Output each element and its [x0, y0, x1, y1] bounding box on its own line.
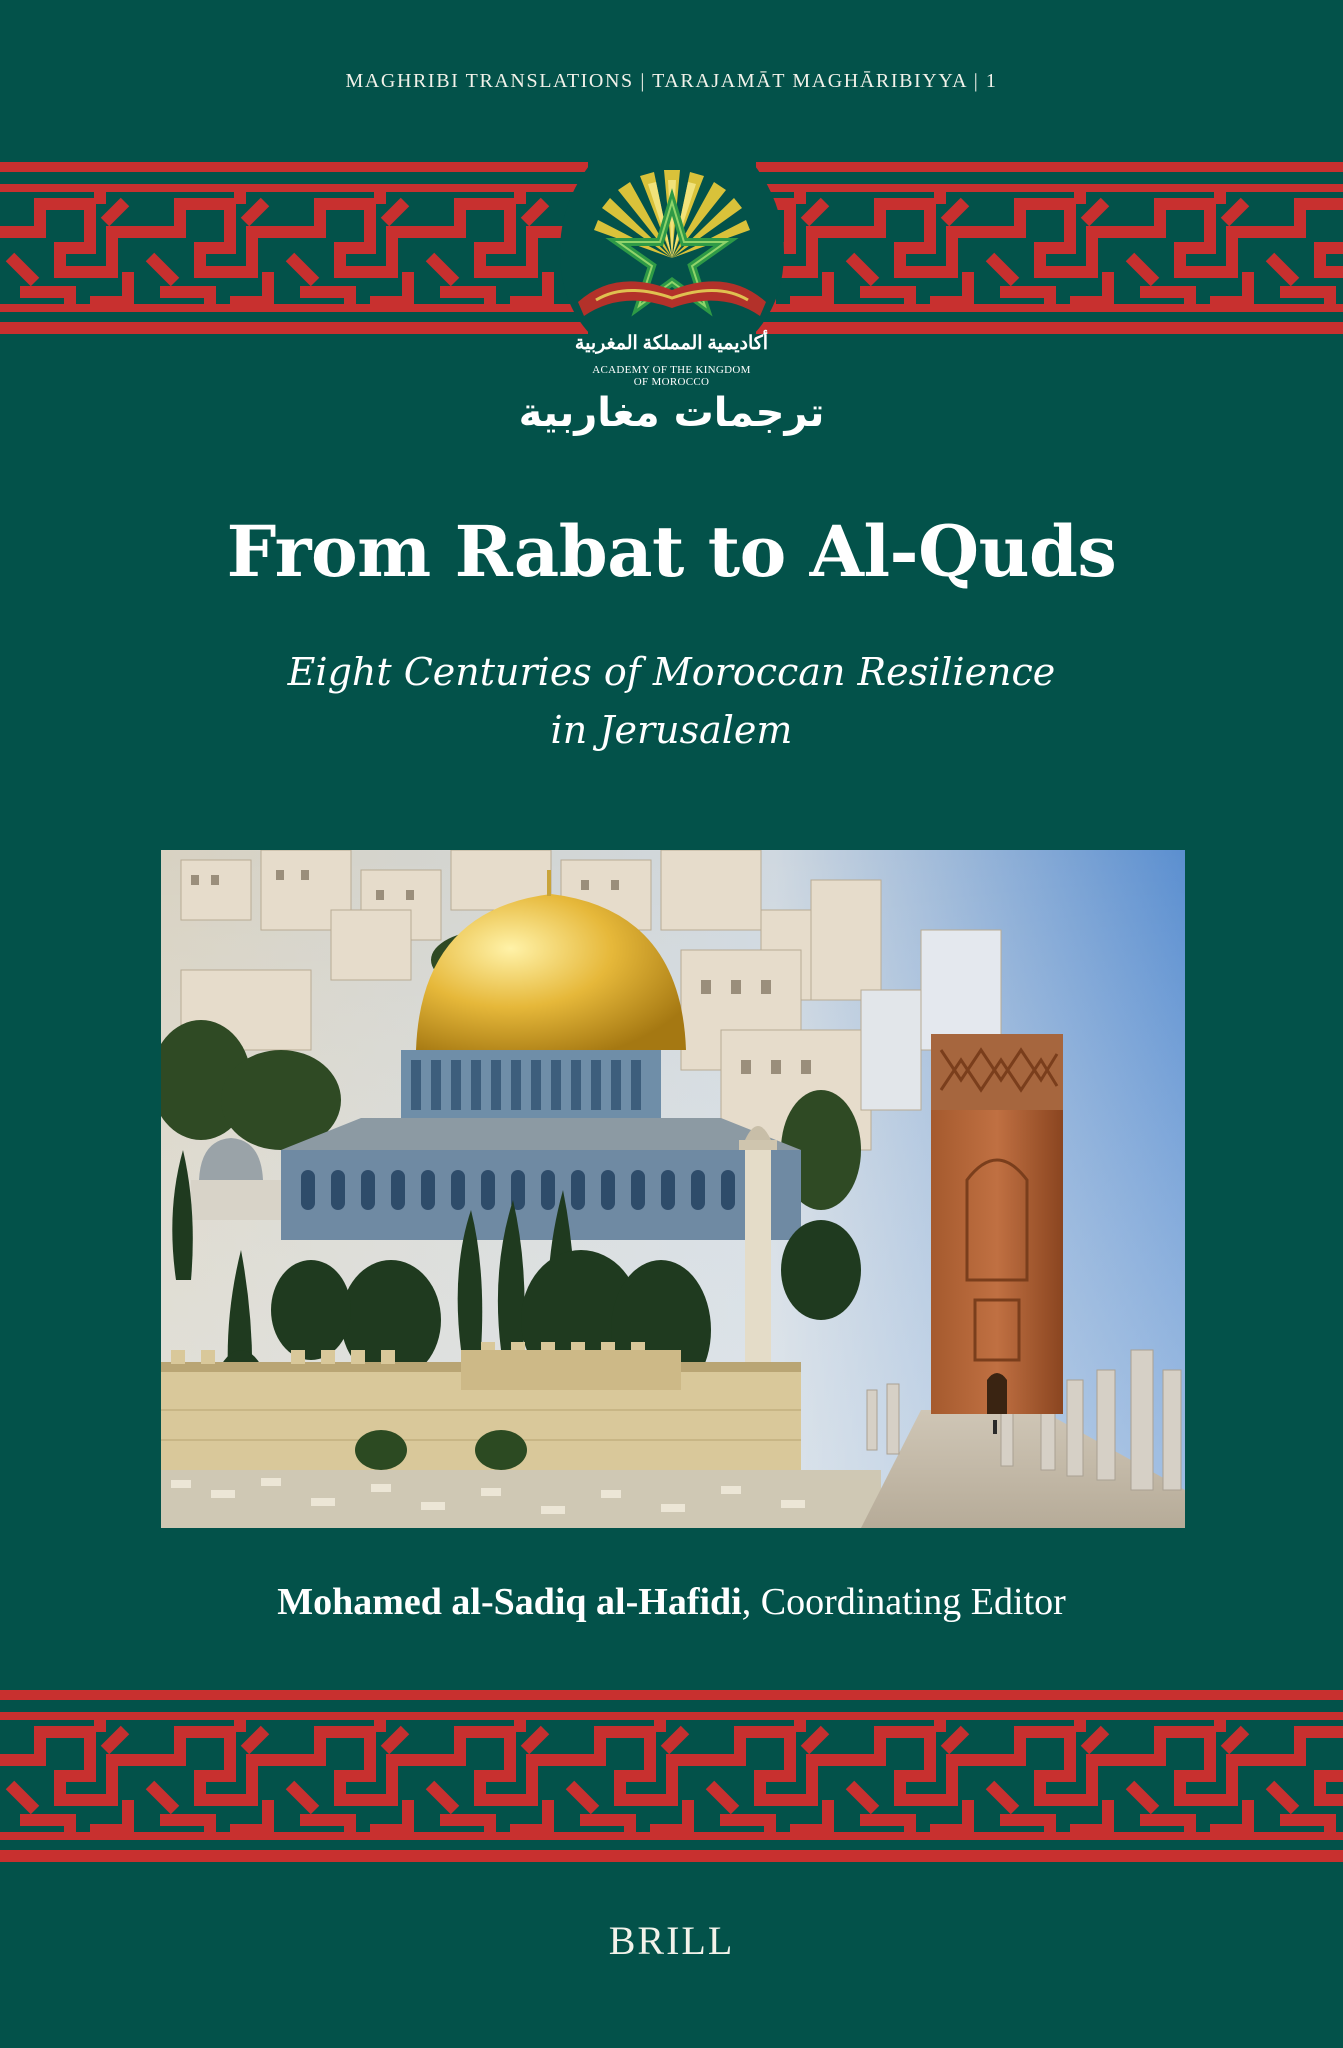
- subtitle-line-2: in Jerusalem: [550, 708, 793, 752]
- logo-english-line1: ACADEMY OF THE KINGDOM: [592, 364, 751, 376]
- logo-english-name: [0, 364, 1343, 388]
- logo-english-line2: OF MOROCCO: [633, 376, 710, 388]
- editor-credit: [0, 1580, 1343, 1624]
- book-subtitle: [0, 643, 1343, 759]
- cover-photograph: [161, 850, 1185, 1528]
- publisher-name: BRILL: [608, 1918, 735, 1963]
- editor-role: , Coordinating Editor: [741, 1581, 1066, 1623]
- series-line: MAGHRIBI TRANSLATIONS | TARAJAMĀT MAGHĀRIBIYYA | 1: [345, 70, 998, 92]
- subtitle-line-1: Eight Centuries of Moroccan Resilience: [287, 650, 1056, 694]
- book-title: From Rabat to Al-Quds: [226, 510, 1117, 593]
- bottom-ornament-band: [0, 1690, 1343, 1862]
- editor-name: Mohamed al-Sadiq al-Hafidi: [277, 1581, 742, 1623]
- series-arabic-title: ترجمات مغاربية: [518, 390, 825, 436]
- logo-arabic-name: أكاديمية المملكة المغربية: [574, 333, 769, 354]
